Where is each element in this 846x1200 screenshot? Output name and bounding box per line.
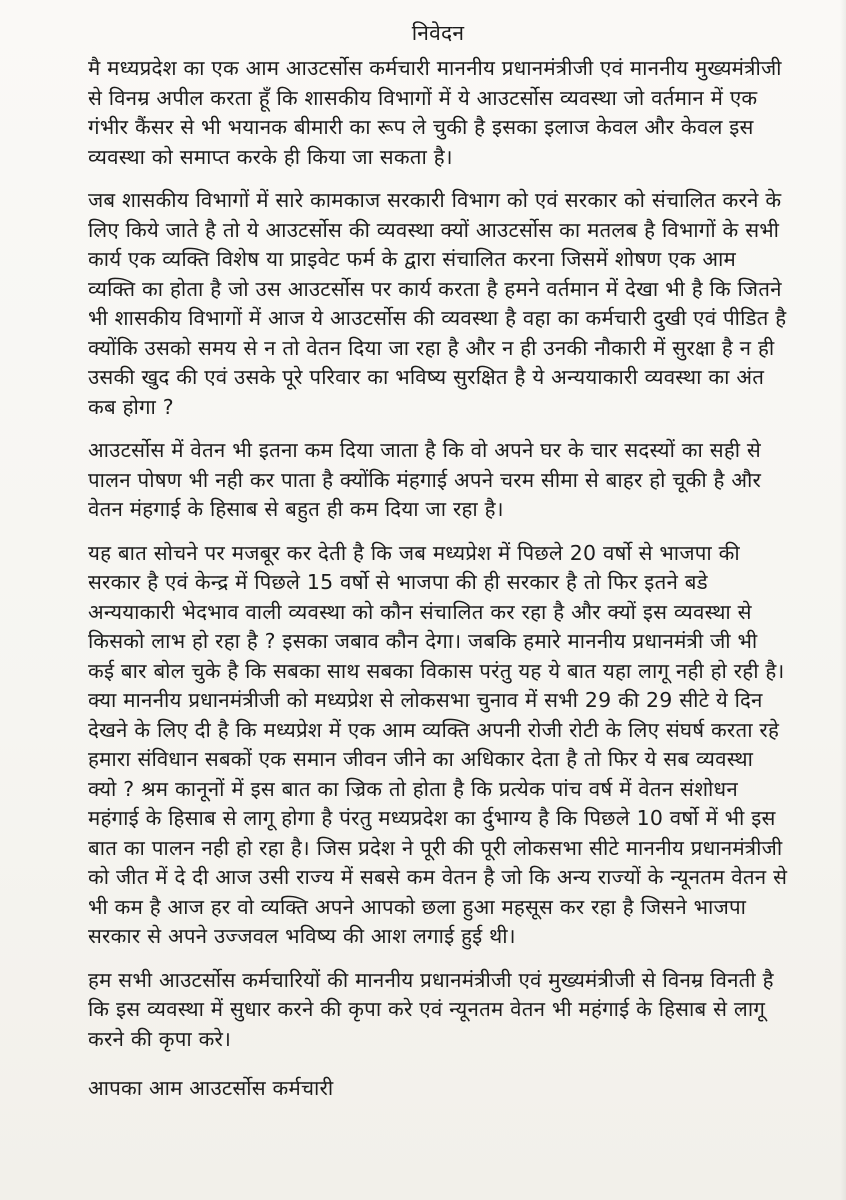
page-edge-shadow	[840, 0, 846, 1200]
paragraph-outsourcing-system: जब शासकीय विभागों में सारे कामकाज सरकारी विभाग को एवं सरकार को संचालित करने के लिए किये जाते है तो ये आउटर्सोस की व्यवस्था क्यों आउटर्सोस का मतलब है विभागों के सभी कार्य एक व्यक्ति विशेष या प्राइवेट फर्म के द्वारा संचालित करना जिसमें शोषण एक आम व्यक्ति का होता है जो उस आउटर्सोस पर कार्य करता है हमने वर्तमान में देखा भी है कि जितने भी शासकीय विभागों में आज ये आउटर्सोस की व्यवस्था है वहा का कर्मचारी दुखी एवं पीडित है क्योंकि उसको समय से न तो वेतन दिया जा रहा है और न ही उनकी नौकारी में सुरक्षा है न ही उसकी खुद की एवं उसके पूरे परिवार का भविष्य सुरक्षित है ये अन्ययाकारी व्यवस्था का अंत कब होगा ?	[88, 188, 787, 419]
paragraph-government-question: यह बात सोचने पर मजबूर कर देती है कि जब मध्यप्रेश में पिछले 20 वर्षो से भाजपा की सरकार है एवं केन्द्र में पिछले 15 वर्षो से भाजपा की ही सरकार है तो फिर इतने बडे अन्ययाकारी भेदभाव वाली व्यवस्था को कौन संचालित कर रहा है और क्यों इस व्यवस्था से किसको लाभ हो रहा है ? इसका जबाव कौन देगा। जबकि हमारे माननीय प्रधानमंत्री जी भी कई बार बोल चुके है कि सबका साथ सबका विकास परंतु यह ये बात यहा लागू नही हो रही है। क्या माननीय प्रधानमंत्रीजी को मध्यप्रेश से लोकसभा चुनाव में सभी 29 की 29 सीटे ये दिन देखने के लिए दी है कि मध्यप्रेश में एक आम व्यक्ति अपनी रोजी रोटी के लिए संघर्ष करता रहे हमारा संविधान सबकों एक समान जीवन जीने का अधिकार देता है तो फिर ये सब व्यवस्था क्यो ? श्रम कानूनों में इस बात का ज्रिक तो होता है कि प्रत्येक पांच वर्ष में वेतन संशोधन महंगाई के हिसाब से लागू होगा है पंरतु मध्यप्रदेश का र्दुभाग्य है कि पिछले 10 वर्षो में भी इस बात का पालन नही हो रहा है। जिस प्रदेश ने पूरी की पूरी लोकसभा सीटे माननीय प्रधानमंत्रीजी को जीत में दे दी आज उसी राज्य में सबसे कम वेतन है जो कि अन्य राज्यों के न्यूनतम वेतन से भी कम है आज हर वो व्यक्ति अपने आपको छला हुआ महसूस कर रहा है जिसने भाजपा सरकार से अपने उज्जवल भविष्य की आश लगाई हुई थी।	[88, 540, 788, 948]
paragraph-low-salary: आउटर्सोस में वेतन भी इतना कम दिया जाता है कि वो अपने घर के चार सदस्यों का सही से पालन पोषण भी नही कर पाता है क्योंकि मंहगाई अपने चरम सीमा से बाहर हो चूकी है और वेतन मंहगाई के हिसाब से बहुत ही कम दिया जा रहा है।	[88, 438, 762, 521]
letter-title: निवेदन	[411, 21, 465, 45]
paragraph-appeal: मै मध्यप्रदेश का एक आम आउटर्सोस कर्मचारी माननीय प्रधानमंत्रीजी एवं माननीय मुख्यमंत्रीजी से विनम्र अपील करता हूँ कि शासकीय विभागों में ये आउटर्सोस व्यवस्था जो वर्तमान में एक गंभीर कैंसर से भी भयानक बीमारी का रूप ले चुकी है इसका इलाज केवल और केवल इस व्यवस्था को समाप्त करके ही किया जा सकता है।	[88, 56, 782, 169]
letter-signoff: आपका आम आउटर्सोस कर्मचारी	[88, 1076, 334, 1100]
paragraph-request: हम सभी आउटर्सोस कर्मचारियों की माननीय प्रधानमंत्रीजी एवं मुख्यमंत्रीजी से विनम्र विनती है कि इस व्यवस्था में सुधार करने की कृपा करे एवं न्यूनतम वेतन भी महंगाई के हिसाब से लागू करने की कृपा करे।	[88, 967, 774, 1051]
